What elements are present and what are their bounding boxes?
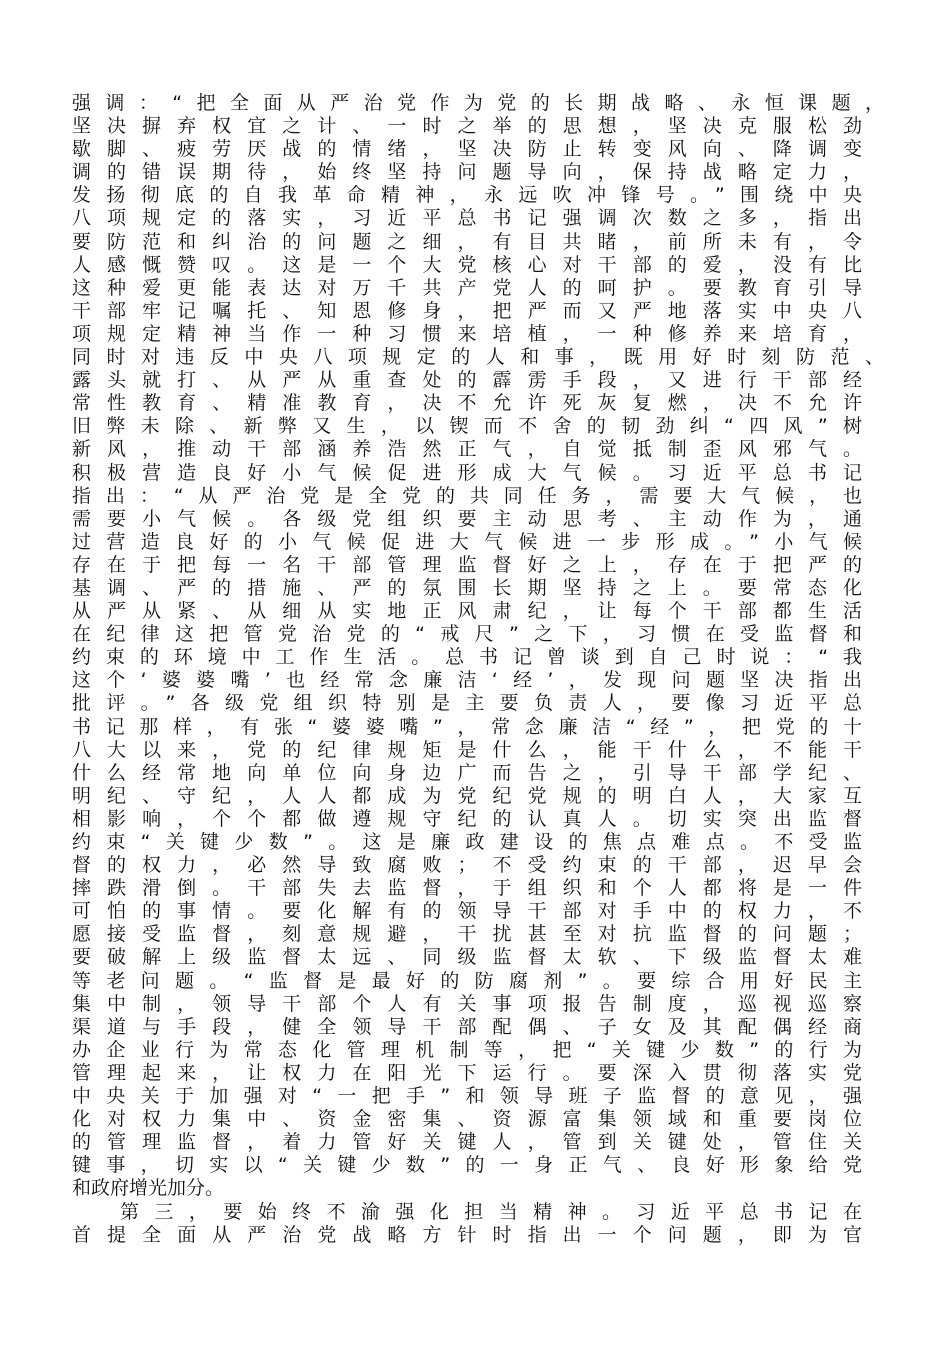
text-line: 的管理监督，着力管好关键人，管到关键处，管住关 (72, 1131, 862, 1154)
text-line: 管理起来，让权力在阳光下运行。要深入贯彻落实党 (72, 1061, 862, 1084)
text-line: 露头就打、从严从重查处的霹雳手段，又进行干部经 (72, 369, 862, 392)
text-line: 集中制，领导干部个人有关事项报告制度，巡视巡察 (72, 992, 862, 1015)
text-line: 这个‘婆婆嘴’也经常念廉洁‘经’，发现问题坚决指出 (72, 669, 862, 692)
text-line: 这种爱更能表达对万千共产党人的呵护。要教育引导 (72, 276, 862, 299)
text-line: 基调、严的措施、严的氛围长期坚持之上。要常态化 (72, 576, 862, 599)
text-line: 中央关于加强对“一把手”和领导班子监督的意见，强 (72, 1085, 862, 1108)
text-line: 键事，切实以“关键少数”的一身正气、良好形象给党 (72, 1154, 862, 1177)
text-line: 指出：“从严治党是全党的共同任务，需要大气候，也 (72, 484, 862, 507)
text-line: 八大以来，党的纪律规矩是什么，能干什么，不能干 (72, 738, 862, 761)
text-line: 常性教育、精准教育，决不允许死灰复燃，决不允许 (72, 392, 862, 415)
text-line: 项规定精神当作一种习惯来培植，一种修养来培育， (72, 322, 862, 345)
text-line: 批评。”各级党组织特别是主要负责人，要像习近平总 (72, 692, 862, 715)
text-line: 等老问题。“监督是最好的防腐剂”。要综合用好民主 (72, 969, 862, 992)
body-text (72, 92, 884, 1247)
text-line: 摔跌滑倒。干部失去监督，于组织和个人都将是一件 (72, 877, 862, 900)
text-line: 相影响，个个都做遵规守纪的认真人。切实突出监督 (72, 807, 862, 830)
text-line: 要防范和纠治的问题之细，有目共睹，前所未有，令 (72, 230, 862, 253)
text-line: 渠道与手段，健全领导干部配偶、子女及其配偶经商 (72, 1015, 862, 1038)
text-line: 干部牢记嘱托、知恩修身，把严而又严地落实中央八 (72, 299, 862, 322)
text-line: 督的权力，必然导致腐败；不受约束的干部，迟早会 (72, 854, 862, 877)
text-line: 歇脚、疲劳厌战的情绪，坚决防止转变风向、降调变 (72, 138, 862, 161)
text-line: 可怕的事情。要化解有的领导干部对手中的权力，不 (72, 900, 862, 923)
text-line: 过营造良好的小气候促进大气候进一步形成。”小气候 (72, 530, 862, 553)
text-line: 明纪、守纪，人人都成为党纪党规的明白人，大家互 (72, 784, 862, 807)
text-line: 八项规定的落实，习近平总书记强调次数之多，指出 (72, 207, 862, 230)
text-line: 旧弊未除、新弊又生，以锲而不舍的韧劲纠“四风”树 (72, 415, 862, 438)
text-line: 办企业行为常态化管理机制等，把“关键少数”的行为 (72, 1038, 862, 1061)
text-line: 要破解上级监督太远、同级监督太软、下级监督太难 (72, 946, 862, 969)
text-line: 需要小气候。各级党组织要主动思考、主动作为，通 (72, 507, 862, 530)
text-line: 调的错误期待，始终坚持问题导向，保持战略定力， (72, 161, 862, 184)
text-line: 存在于把每一名干部管理监督好之上，存在于把严的 (72, 553, 862, 576)
text-line: 积极营造良好小气候促进形成大气候。习近平总书记 (72, 461, 862, 484)
text-line: 发扬彻底的自我革命精神，永远吹冲锋号。”围绕中央 (72, 184, 862, 207)
text-line: 首提全面从严治党战略方针时指出一个问题，即为官 (72, 1223, 862, 1246)
text-line: 约束的环境中工作生活。总书记曾谈到自己时说：“我 (72, 646, 862, 669)
paragraph-heading-line: 第三，要始终不渝强化担当精神。习近平总书记在 (120, 1200, 862, 1223)
text-line: 从严从紧、从细从实地正风肃纪，让每个干部都生活 (72, 600, 862, 623)
text-line: 化对权力集中、资金密集、资源富集领域和重要岗位 (72, 1108, 862, 1131)
text-line: 书记那样，有张“婆婆嘴”，常念廉洁“经”，把党的十 (72, 715, 862, 738)
text-line: 人感慨赞叹。这是一个大党核心对干部的爱，没有比 (72, 253, 862, 276)
text-line: 和政府增光加分。 (72, 1177, 225, 1200)
text-line: 新风，推动干部涵养浩然正气，自觉抵制歪风邪气。 (72, 438, 862, 461)
text-line: 愿接受监督，刻意规避，干扰甚至对抗监督的问题； (72, 923, 862, 946)
text-line: 在纪律这把管党治党的“戒尺”之下，习惯在受监督和 (72, 623, 862, 646)
text-line: 坚决摒弃权宜之计、一时之举的思想，坚决克服松劲 (72, 115, 862, 138)
text-line: 同时对违反中央八项规定的人和事，既用好时刻防范、 (72, 346, 884, 369)
text-line: 约束“关键少数”。这是廉政建设的焦点难点。不受监 (72, 831, 862, 853)
text-line: 什么经常地向单位向身边广而告之，引导干部学纪、 (72, 761, 862, 784)
text-line: 强调：“把全面从严治党作为党的长期战略、永恒课题， (72, 92, 884, 114)
